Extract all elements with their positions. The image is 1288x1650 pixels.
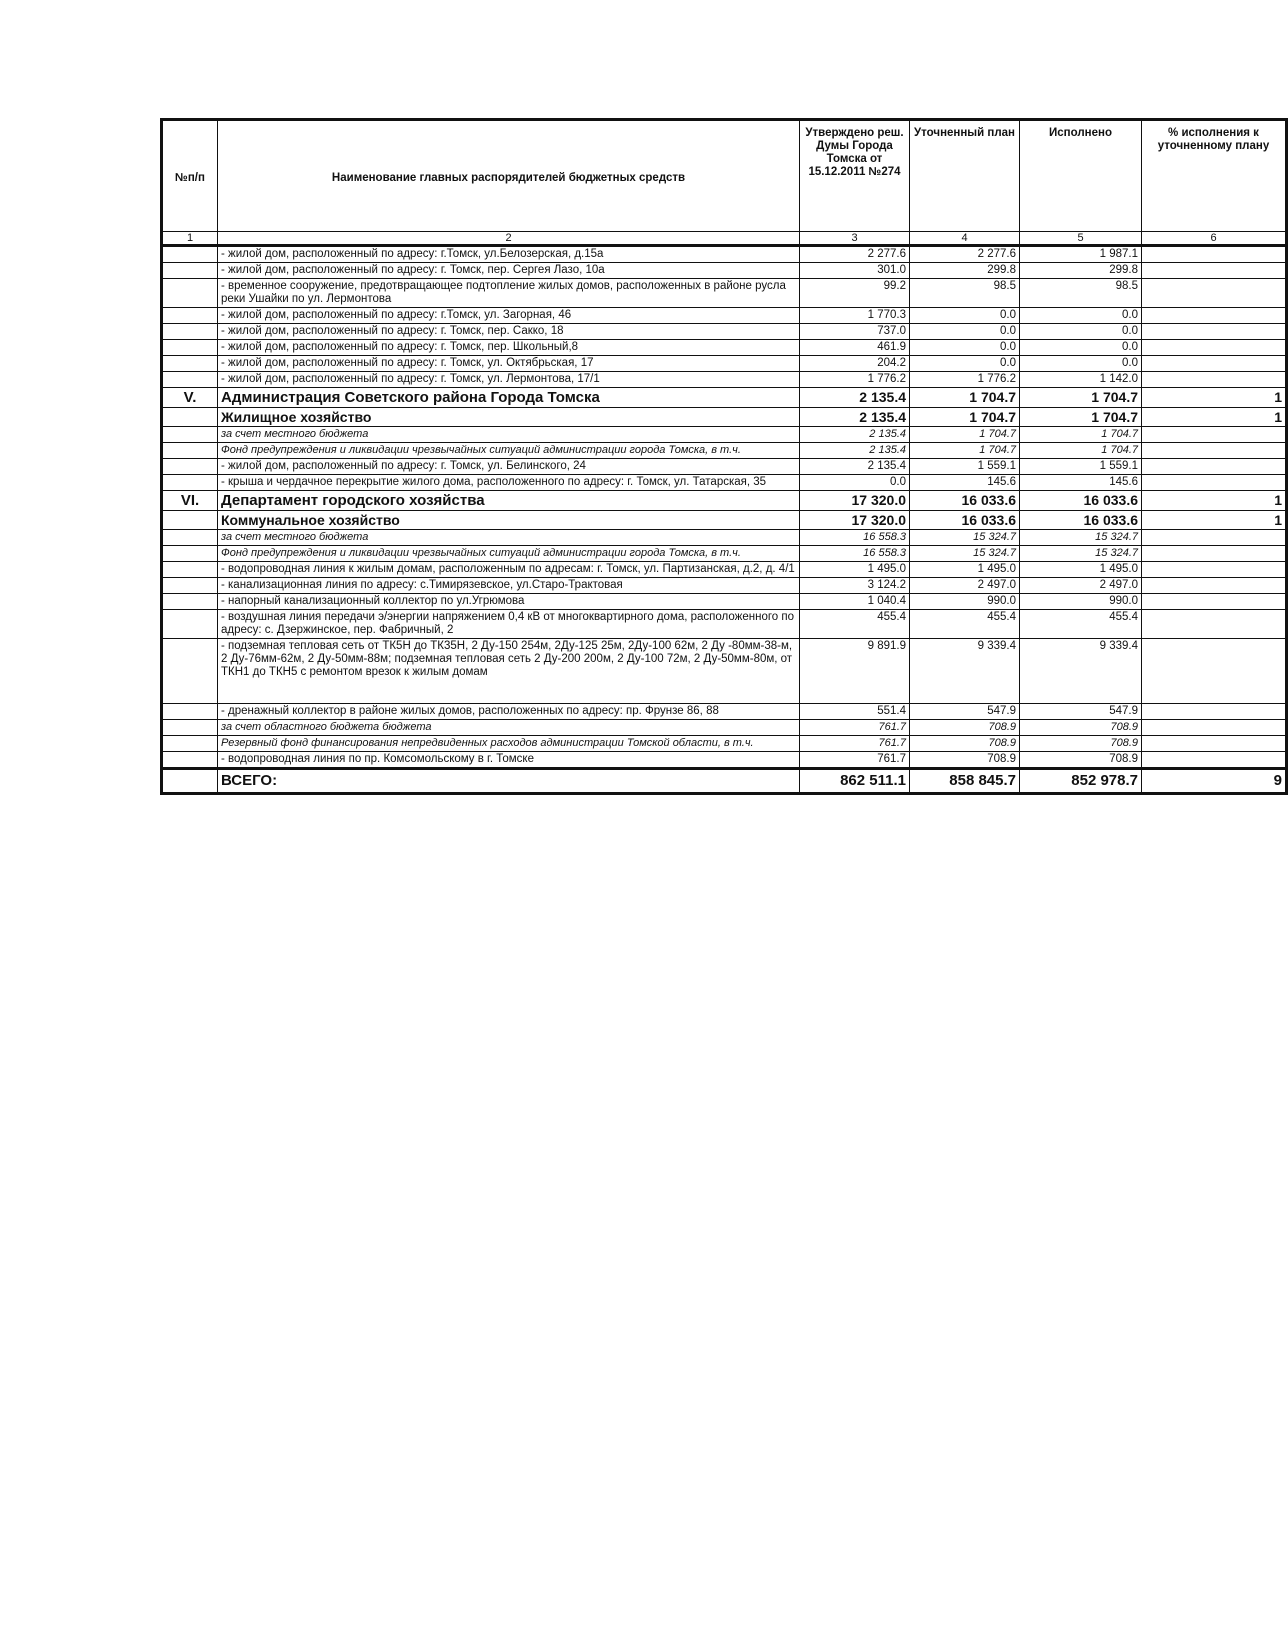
row-refined-plan: 98.5 [910, 279, 1020, 308]
table-row [162, 704, 1287, 720]
table-row [162, 610, 1287, 639]
row-executed: 98.5 [1020, 279, 1142, 308]
row-number [162, 752, 218, 769]
row-executed: 547.9 [1020, 704, 1142, 720]
row-name: за счет областного бюджета бюджета [218, 720, 800, 736]
row-executed: 1 704.7 [1020, 408, 1142, 427]
row-percent [1142, 594, 1287, 610]
row-name: - жилой дом, расположенный по адресу: г. Томск, ул. Октябрьская, 17 [218, 356, 800, 372]
row-approved: 2 135.4 [800, 459, 910, 475]
row-name: - жилой дом, расположенный по адресу: г.Томск, ул. Загорная, 46 [218, 308, 800, 324]
row-approved: 2 277.6 [800, 246, 910, 263]
row-approved: 17 320.0 [800, 511, 910, 530]
table-row [162, 562, 1287, 578]
row-number [162, 475, 218, 491]
row-executed: 1 987.1 [1020, 246, 1142, 263]
row-name: за счет местного бюджета [218, 530, 800, 546]
row-percent [1142, 720, 1287, 736]
row-executed: 16 033.6 [1020, 491, 1142, 511]
row-name: - водопроводная линия по пр. Комсомольскому в г. Томске [218, 752, 800, 769]
row-approved: 17 320.0 [800, 491, 910, 511]
row-percent [1142, 263, 1287, 279]
row-number [162, 372, 218, 388]
table-row [162, 263, 1287, 279]
row-percent [1142, 443, 1287, 459]
column-index: 1 [162, 232, 218, 246]
row-percent [1142, 372, 1287, 388]
table-row [162, 324, 1287, 340]
table-row [162, 443, 1287, 459]
row-number [162, 308, 218, 324]
row-approved: 2 135.4 [800, 388, 910, 408]
row-name: - воздушная линия передачи э/энергии напряжением 0,4 кВ от многоквартирного дома, расположенного по адресу: с. Дзержинское, пер. Фабричный, 2 [218, 610, 800, 639]
row-executed: 145.6 [1020, 475, 1142, 491]
row-refined-plan: 299.8 [910, 263, 1020, 279]
row-refined-plan: 2 277.6 [910, 246, 1020, 263]
row-number: VI. [162, 491, 218, 511]
header-col-approved: Утверждено реш. Думы Города Томска от 15.12.2011 №274 [800, 120, 910, 232]
row-percent [1142, 704, 1287, 720]
row-approved: 1 495.0 [800, 562, 910, 578]
row-approved: 1 770.3 [800, 308, 910, 324]
row-name: Жилищное хозяйство [218, 408, 800, 427]
row-number [162, 530, 218, 546]
row-executed: 0.0 [1020, 356, 1142, 372]
row-number [162, 324, 218, 340]
row-percent [1142, 459, 1287, 475]
row-approved: 99.2 [800, 279, 910, 308]
row-approved: 2 135.4 [800, 443, 910, 459]
row-name: - временное сооружение, предотвращающее подтопление жилых домов, расположенных в районе русла реки Ушайки по ул. Лермонтова [218, 279, 800, 308]
row-name: - жилой дом, расположенный по адресу: г. Томск, пер. Сергея Лазо, 10а [218, 263, 800, 279]
section-row [162, 491, 1287, 511]
row-number [162, 279, 218, 308]
row-refined-plan: 1 559.1 [910, 459, 1020, 475]
row-refined-plan: 1 776.2 [910, 372, 1020, 388]
row-percent [1142, 475, 1287, 491]
row-approved: 204.2 [800, 356, 910, 372]
table-row [162, 459, 1287, 475]
row-refined-plan: 16 033.6 [910, 491, 1020, 511]
row-percent [1142, 752, 1287, 769]
row-percent: 1 [1142, 408, 1287, 427]
row-number [162, 578, 218, 594]
header-col-refined-plan: Уточненный план [910, 120, 1020, 232]
row-approved: 1 040.4 [800, 594, 910, 610]
column-index: 2 [218, 232, 800, 246]
row-percent [1142, 246, 1287, 263]
table-row [162, 578, 1287, 594]
row-executed: 299.8 [1020, 263, 1142, 279]
row-approved: 461.9 [800, 340, 910, 356]
total-number-cell [162, 769, 218, 794]
row-name: Коммунальное хозяйство [218, 511, 800, 530]
column-index: 3 [800, 232, 910, 246]
table-row [162, 308, 1287, 324]
row-approved: 1 776.2 [800, 372, 910, 388]
table-body [162, 246, 1287, 769]
row-executed: 708.9 [1020, 736, 1142, 752]
row-approved: 761.7 [800, 752, 910, 769]
row-approved: 737.0 [800, 324, 910, 340]
row-percent [1142, 427, 1287, 443]
row-approved: 2 135.4 [800, 408, 910, 427]
table-row [162, 720, 1287, 736]
budget-table [160, 118, 1288, 795]
row-number [162, 340, 218, 356]
row-executed: 1 142.0 [1020, 372, 1142, 388]
row-approved: 16 558.3 [800, 530, 910, 546]
row-executed: 990.0 [1020, 594, 1142, 610]
row-name: Администрация Советского района Города Томска [218, 388, 800, 408]
row-refined-plan: 455.4 [910, 610, 1020, 639]
header-col-executed: Исполнено [1020, 120, 1142, 232]
row-refined-plan: 1 704.7 [910, 443, 1020, 459]
row-refined-plan: 16 033.6 [910, 511, 1020, 530]
table-row [162, 594, 1287, 610]
row-number [162, 610, 218, 639]
row-number [162, 246, 218, 263]
row-executed: 708.9 [1020, 752, 1142, 769]
row-number [162, 736, 218, 752]
row-number [162, 408, 218, 427]
row-number [162, 594, 218, 610]
row-executed: 1 704.7 [1020, 443, 1142, 459]
total-approved: 862 511.1 [800, 769, 910, 794]
row-refined-plan: 547.9 [910, 704, 1020, 720]
row-percent [1142, 736, 1287, 752]
row-refined-plan: 2 497.0 [910, 578, 1020, 594]
row-refined-plan: 1 704.7 [910, 388, 1020, 408]
row-approved: 551.4 [800, 704, 910, 720]
row-percent [1142, 610, 1287, 639]
row-approved: 2 135.4 [800, 427, 910, 443]
subsection-row [162, 408, 1287, 427]
row-number [162, 720, 218, 736]
row-name: - канализационная линия по адресу: с.Тимирязевское, ул.Старо-Трактовая [218, 578, 800, 594]
row-number [162, 546, 218, 562]
table-row [162, 639, 1287, 704]
total-label: ВСЕГО: [218, 769, 800, 794]
header-col-number: №п/п [162, 120, 218, 232]
row-number [162, 639, 218, 704]
row-refined-plan: 0.0 [910, 308, 1020, 324]
row-executed: 1 704.7 [1020, 388, 1142, 408]
row-percent [1142, 639, 1287, 704]
row-percent [1142, 356, 1287, 372]
row-percent [1142, 578, 1287, 594]
row-refined-plan: 15 324.7 [910, 530, 1020, 546]
row-executed: 708.9 [1020, 720, 1142, 736]
row-percent [1142, 546, 1287, 562]
row-refined-plan: 708.9 [910, 752, 1020, 769]
total-row [162, 769, 1287, 794]
budget-table-sheet [160, 118, 1282, 795]
row-name: - водопроводная линия к жилым домам, расположенным по адресам: г. Томск, ул. Партизанская, д.2, д. 4/1 [218, 562, 800, 578]
row-name: Фонд предупреждения и ликвидации чрезвычайных ситуаций администрации города Томска, в т.ч. [218, 546, 800, 562]
column-index: 5 [1020, 232, 1142, 246]
row-approved: 3 124.2 [800, 578, 910, 594]
row-number [162, 356, 218, 372]
row-approved: 455.4 [800, 610, 910, 639]
table-row [162, 752, 1287, 769]
row-number: V. [162, 388, 218, 408]
row-executed: 1 495.0 [1020, 562, 1142, 578]
row-percent [1142, 279, 1287, 308]
table-row [162, 530, 1287, 546]
row-name: - жилой дом, расположенный по адресу: г. Томск, ул. Лермонтова, 17/1 [218, 372, 800, 388]
row-number [162, 263, 218, 279]
row-name: за счет местного бюджета [218, 427, 800, 443]
row-percent: 1 [1142, 511, 1287, 530]
row-refined-plan: 708.9 [910, 736, 1020, 752]
row-name: - дренажный коллектор в районе жилых домов, расположенных по адресу: пр. Фрунзе 86, 88 [218, 704, 800, 720]
row-name: - жилой дом, расположенный по адресу: г. Томск, ул. Белинского, 24 [218, 459, 800, 475]
column-index-row [162, 232, 1287, 246]
header-col-name: Наименование главных распорядителей бюджетных средств [218, 120, 800, 232]
table-row [162, 340, 1287, 356]
row-refined-plan: 0.0 [910, 356, 1020, 372]
row-approved: 761.7 [800, 720, 910, 736]
row-approved: 0.0 [800, 475, 910, 491]
row-percent [1142, 562, 1287, 578]
row-approved: 301.0 [800, 263, 910, 279]
row-approved: 761.7 [800, 736, 910, 752]
row-refined-plan: 1 495.0 [910, 562, 1020, 578]
row-number [162, 427, 218, 443]
table-row [162, 546, 1287, 562]
row-name: - жилой дом, расположенный по адресу: г.Томск, ул.Белозерская, д.15а [218, 246, 800, 263]
row-refined-plan: 1 704.7 [910, 408, 1020, 427]
row-executed: 455.4 [1020, 610, 1142, 639]
total-executed: 852 978.7 [1020, 769, 1142, 794]
table-row [162, 279, 1287, 308]
row-executed: 0.0 [1020, 308, 1142, 324]
column-index: 6 [1142, 232, 1287, 246]
header-col-percent: % исполнения к уточненному плану [1142, 120, 1287, 232]
row-refined-plan: 0.0 [910, 340, 1020, 356]
row-number [162, 443, 218, 459]
row-executed: 15 324.7 [1020, 546, 1142, 562]
table-row [162, 356, 1287, 372]
row-name: Резервный фонд финансирования непредвиденных расходов администрации Томской области, в т.ч. [218, 736, 800, 752]
row-name: - подземная тепловая сеть от ТК5Н до ТК35Н, 2 Ду-150 254м, 2Ду-125 25м, 2Ду-100 62м, 2 Ду -80мм-38-м, 2 Ду-76мм-62м, 2 Ду-50мм-88м; подземная тепловая сеть 2 Ду-200 200м, 2 Ду-100 72м, 2 Ду-50мм-80м, от ТКН1 до ТКН5 с ремонтом врезок к жилым домам [218, 639, 800, 704]
row-refined-plan: 990.0 [910, 594, 1020, 610]
row-executed: 2 497.0 [1020, 578, 1142, 594]
section-row [162, 388, 1287, 408]
row-name: Департамент городского хозяйства [218, 491, 800, 511]
row-refined-plan: 145.6 [910, 475, 1020, 491]
row-executed: 16 033.6 [1020, 511, 1142, 530]
row-number [162, 704, 218, 720]
column-index: 4 [910, 232, 1020, 246]
row-number [162, 562, 218, 578]
row-executed: 1 559.1 [1020, 459, 1142, 475]
table-row [162, 246, 1287, 263]
row-executed: 1 704.7 [1020, 427, 1142, 443]
row-executed: 9 339.4 [1020, 639, 1142, 704]
table-row [162, 372, 1287, 388]
table-row [162, 736, 1287, 752]
table-row [162, 475, 1287, 491]
subsection-row [162, 511, 1287, 530]
row-percent [1142, 324, 1287, 340]
row-percent [1142, 530, 1287, 546]
row-name: - крыша и чердачное перекрытие жилого дома, расположенного по адресу: г. Томск, ул. Татарская, 35 [218, 475, 800, 491]
row-name: Фонд предупреждения и ликвидации чрезвычайных ситуаций администрации города Томска, в т.ч. [218, 443, 800, 459]
row-refined-plan: 708.9 [910, 720, 1020, 736]
row-percent [1142, 308, 1287, 324]
row-refined-plan: 15 324.7 [910, 546, 1020, 562]
row-executed: 0.0 [1020, 324, 1142, 340]
row-percent: 1 [1142, 388, 1287, 408]
row-number [162, 459, 218, 475]
row-refined-plan: 0.0 [910, 324, 1020, 340]
row-executed: 0.0 [1020, 340, 1142, 356]
row-percent: 1 [1142, 491, 1287, 511]
row-approved: 16 558.3 [800, 546, 910, 562]
header-row [162, 120, 1287, 232]
row-refined-plan: 9 339.4 [910, 639, 1020, 704]
row-name: - напорный канализационный коллектор по ул.Угрюмова [218, 594, 800, 610]
row-executed: 15 324.7 [1020, 530, 1142, 546]
row-name: - жилой дом, расположенный по адресу: г. Томск, пер. Школьный,8 [218, 340, 800, 356]
row-percent [1142, 340, 1287, 356]
row-approved: 9 891.9 [800, 639, 910, 704]
row-name: - жилой дом, расположенный по адресу: г. Томск, пер. Сакко, 18 [218, 324, 800, 340]
total-refined-plan: 858 845.7 [910, 769, 1020, 794]
table-row [162, 427, 1287, 443]
total-percent: 9 [1142, 769, 1287, 794]
row-number [162, 511, 218, 530]
row-refined-plan: 1 704.7 [910, 427, 1020, 443]
